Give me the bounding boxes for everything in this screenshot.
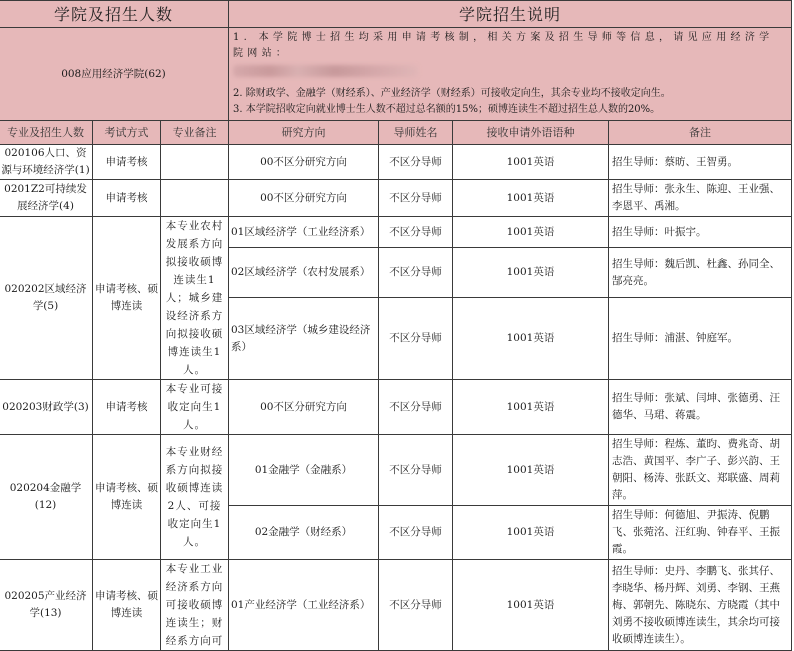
mentor-name: 不区分导师 bbox=[379, 145, 453, 180]
language: 1001英语 bbox=[453, 180, 609, 217]
col-header-language: 接收申请外语语种 bbox=[453, 121, 609, 145]
col-header-direction: 研究方向 bbox=[229, 121, 379, 145]
row-note: 招生导师：程炼、董昀、费兆奇、胡志浩、黄国平、李广子、彭兴韵、王朝阳、杨涛、张跃文、郑联盛、周莉萍。 bbox=[609, 435, 792, 506]
section-header-row bbox=[0, 1, 792, 28]
mentor-name: 不区分导师 bbox=[379, 560, 453, 651]
table-row bbox=[0, 380, 792, 435]
mentor-name: 不区分导师 bbox=[379, 248, 453, 298]
col-header-exam: 考试方式 bbox=[93, 121, 161, 145]
exam-method: 申请考核、硕博连读 bbox=[93, 435, 161, 560]
exam-method: 申请考核 bbox=[93, 145, 161, 180]
col-header-major-remark: 专业备注 bbox=[161, 121, 229, 145]
major-remark: 本专业财经系方向拟接收硕博连读2人、可接收定向生1人。 bbox=[161, 435, 229, 560]
language: 1001英语 bbox=[453, 248, 609, 298]
major-name: 020205产业经济学(13) bbox=[0, 560, 93, 651]
mentor-name: 不区分导师 bbox=[379, 435, 453, 506]
mentor-name: 不区分导师 bbox=[379, 506, 453, 560]
major-name: 020202区域经济学(5) bbox=[0, 217, 93, 380]
college-row bbox=[0, 28, 792, 121]
language: 1001英语 bbox=[453, 298, 609, 380]
language: 1001英语 bbox=[453, 145, 609, 180]
college-note-1: 1. 本学院博士招生均采用申请考核制，相关方案及招生导师等信息，请见应用经济学院网站： bbox=[233, 32, 774, 59]
row-note: 招生导师：张永生、陈迎、王业强、李恩平、禹湘。 bbox=[609, 180, 792, 217]
exam-method: 申请考核、硕博连读 bbox=[93, 560, 161, 651]
major-name: 0201Z2可持续发展经济学(4) bbox=[0, 180, 93, 217]
language: 1001英语 bbox=[453, 506, 609, 560]
research-direction: 02区域经济学（农村发展系） bbox=[229, 248, 379, 298]
major-remark bbox=[161, 180, 229, 217]
row-note: 招生导师：魏后凯、杜鑫、孙同全、郜亮亮。 bbox=[609, 248, 792, 298]
major-remark bbox=[161, 145, 229, 180]
mentor-name: 不区分导师 bbox=[379, 180, 453, 217]
major-name: 020203财政学(3) bbox=[0, 380, 93, 435]
college-notes bbox=[229, 28, 792, 121]
language: 1001英语 bbox=[453, 560, 609, 651]
blurred-website-link[interactable] bbox=[233, 65, 418, 77]
col-header-major: 专业及招生人数 bbox=[0, 121, 93, 145]
major-name: 020204金融学(12) bbox=[0, 435, 93, 560]
mentor-name: 不区分导师 bbox=[379, 217, 453, 248]
mentor-name: 不区分导师 bbox=[379, 298, 453, 380]
language: 1001英语 bbox=[453, 217, 609, 248]
language: 1001英语 bbox=[453, 380, 609, 435]
research-direction: 00不区分研究方向 bbox=[229, 180, 379, 217]
table-row bbox=[0, 217, 792, 248]
major-name: 020106人口、资源与环境经济学(1) bbox=[0, 145, 93, 180]
college-section-title: 学院及招生人数 bbox=[0, 1, 229, 28]
major-remark: 本专业农村发展系方向拟接收硕博连读生1人；城乡建设经济系方向拟接收硕博连读生1人。 bbox=[161, 217, 229, 380]
col-header-note: 备注 bbox=[609, 121, 792, 145]
exam-method: 申请考核 bbox=[93, 380, 161, 435]
research-direction: 00不区分研究方向 bbox=[229, 145, 379, 180]
research-direction: 00不区分研究方向 bbox=[229, 380, 379, 435]
language: 1001英语 bbox=[453, 435, 609, 506]
exam-method: 申请考核、硕博连读 bbox=[93, 217, 161, 380]
table-row bbox=[0, 180, 792, 217]
research-direction: 01金融学（金融系） bbox=[229, 435, 379, 506]
college-note-3: 3. 本学院招收定向就业博士生人数不超过总名额的15%；硕博连读生不超过招生总人数的20%。 bbox=[233, 104, 661, 115]
col-header-mentor: 导师姓名 bbox=[379, 121, 453, 145]
row-note: 招生导师：蔡昉、王智勇。 bbox=[609, 145, 792, 180]
research-direction: 01区域经济学（工业经济系） bbox=[229, 217, 379, 248]
mentor-name: 不区分导师 bbox=[379, 380, 453, 435]
row-note: 招生导师：张斌、闫坤、张德勇、汪德华、马珺、蒋震。 bbox=[609, 380, 792, 435]
row-note: 招生导师：何德旭、尹振涛、倪鹏飞、张菀洺、汪红驹、钟春平、王振霞。 bbox=[609, 506, 792, 560]
table-row bbox=[0, 435, 792, 506]
row-note: 招生导师：史丹、李鹏飞、张其仔、李晓华、杨丹辉、刘勇、李钢、王燕梅、郭朝先、陈晓东、方晓霞（其中刘勇不接收硕博连读生，其余均可接收硕博连读生）。 bbox=[609, 560, 792, 651]
college-note-2: 2. 除财政学、金融学（财经系）、产业经济学（财经系）可接收定向生，其余专业均不接收定向生。 bbox=[233, 88, 671, 99]
major-remark: 本专业可接收定向生1人。 bbox=[161, 380, 229, 435]
college-notes-title: 学院招生说明 bbox=[229, 1, 792, 28]
column-header-row bbox=[0, 121, 792, 145]
major-remark: 本专业工业经济系方向可接收硕博连读生；财经系方向可 bbox=[161, 560, 229, 651]
research-direction: 02金融学（财经系） bbox=[229, 506, 379, 560]
table-row bbox=[0, 560, 792, 651]
research-direction: 03区域经济学（城乡建设经济系） bbox=[229, 298, 379, 380]
college-name: 008应用经济学院(62) bbox=[0, 28, 229, 121]
exam-method: 申请考核 bbox=[93, 180, 161, 217]
research-direction: 01产业经济学（工业经济系） bbox=[229, 560, 379, 651]
table-row bbox=[0, 145, 792, 180]
row-note: 招生导师：叶振宇。 bbox=[609, 217, 792, 248]
row-note: 招生导师：浦湛、钟庭军。 bbox=[609, 298, 792, 380]
